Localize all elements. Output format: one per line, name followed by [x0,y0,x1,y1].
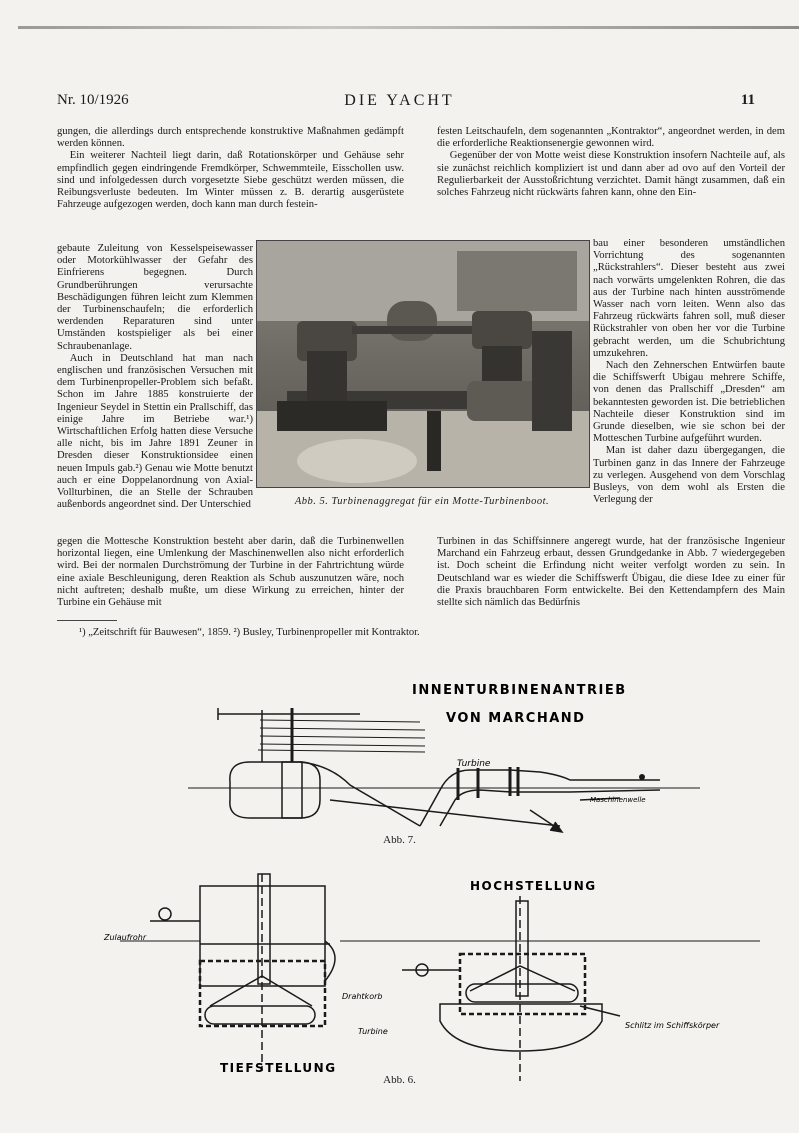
tiefstellung-title: TIEFSTELLUNG [220,1061,337,1075]
inflow-label: Zulaufrohr [104,933,147,942]
footnotes: ¹) „Zeitschrift für Bauwesen“, 1859. ²) Busley, Turbinenpropeller mit Kontraktor. [79,627,420,638]
left-column-top [57,126,404,211]
paragraph: Nach den Zehnerschen Entwürfen baute die Schiffswerft Ubigau mehrere Schiffe, von denen das Prallschiff „Dresden“ am bekanntesten geworden ist. Die betrieblichen Nachteile dieser Konstruktion sind im Grunde dieselben, wie sie schon bei der Motteschen Turbine aufgeführt wurden. [593,360,785,445]
paragraph: Turbinen in das Schiffsinnere angeregt wurde, hat der französische Ingenieur Marchand ein Fahrzeug erbaut, dessen Grundgedanke in Abb. 7 wiedergegeben ist. Doch scheint die Erfindung nicht weiter verfolgt worden zu sein. In Deutschland war es wieder die Schiffswerft Übigau, die diese Idee zu einer für die Praxis brauchbaren Form entwickelte. Bei den Kettendampfern des Main stellte sich nämlich das Bedürfnis [437,536,785,609]
turbine-label-6: Turbine [358,1027,388,1036]
shaft-label: Maschinenwelle [590,796,646,804]
figure-6-diagram [0,866,799,1101]
figure-5-caption: Abb. 5. Turbinenaggregat für ein Motte-Turbinenboot. [294,496,550,507]
right-column-bottom [437,536,785,609]
paragraph: bau einer besonderen umständlichen Vorrichtung des sogenannten „Rückstrahlers“. Dieser besteht aus zwei nach vorwärts umgelenkten Rohren, die das aus der Turbine nach hinten ausströmende Wasser nach vorn leiten. Wenn also das Fahrzeug rückwärts fahren soll, muß dieser Rückstrahler von oben her vor die Turbine gebracht werden, um die Schubrichtung umzukehren. [593,238,785,359]
paragraph: Auch in Deutschland hat man nach englischen und französischen Versuchen mit dem Turbinenpropeller-Problem sich befaßt. Schon im Jahre 1885 konstruierte der Ingenieur Seydel in Stettin ein Prallschiff, das einige Jahre im Betriebe war.¹) Wirtschaftlichen Erfolg hatten diese Versuche alle nicht, bis im Jahre 1891 Zeuner in Dresden dieser Konstruktionsidee einen neuen Impuls gab.²) Genau wie Motte benutzt auch er eine Doppelanordnung von Axial-Vollturbinen, die an Stelle der Schrauben außenbords angeordnet sind. Der Unterschied [57,352,253,511]
figure-7-diagram [0,650,799,850]
footnote-rule [57,620,117,621]
paragraph: Gegenüber der von Motte weist diese Konstruktion insofern Nachteile auf, als sie zunächst reichlich kompliziert ist und dann aber ad ovo auf den Vorteil der Regulierbarkeit der Ausstoßrichtung verzichtet. Damit hängt zusammen, daß ein solches Fahrzeug nicht rückwärts fahren kann, ohne den Ein- [437,150,785,199]
paragraph: festen Leitschaufeln, dem sogenannten „Kontraktor“, angeordnet werden, in dem die erforderliche Reaktionsenergie gewonnen wird. [437,126,785,150]
left-column-bottom [57,536,404,609]
paragraph: gungen, die allerdings durch entsprechende konstruktive Maßnahmen gedämpft werden können. [57,126,404,150]
page-edge [18,26,799,29]
issue-number: Nr. 10/1926 [57,92,129,108]
turbine-photo [256,240,590,488]
paragraph: gegen die Mottesche Konstruktion besteht aber darin, daß die Turbinenwellen horizontal liegen, eine Umlenkung der Maschinenwellen also nicht erforderlich wird. Bei der normalen Durchströmung der Turbine in der Fahrtrichtung würde eine axiale Beschleunigung, deren Reaktion als Schub auszunutzen wäre, noch nicht auftreten; deshalb mußte, um diese Wirkung zu erreichen, hinter der Turbine ein Gehäuse mit [57,536,404,609]
paragraph: Ein weiterer Nachteil liegt darin, daß Rotationskörper und Gehäuse sehr empfindlich gegen eindringende Fremdkörper, Schwemmteile, Eisschollen usw. sind und infolgedessen durch vorgesetzte Siebe geschützt werden müssen, die Reibungsverluste bedeuten. Im Winter müssen z. B. derartig ausgerüstete Fahrzeuge aufgezogen werden, doch kann man durch festein- [57,150,404,211]
right-column-top [437,126,785,199]
paragraph: gebaute Zuleitung von Kesselspeisewasser oder Motorkühlwasser der Gefahr des Einfrierens begegnen. Durch Grundberührungen verursachte Beschädigungen führen leicht zum Klemmen der Turbinenschaufeln; die erforderlich werdenden Reparaturen sind unter Umständen kostspieliger als bei einer Schraubenanlage. [57,243,253,352]
right-column-middle [593,238,785,506]
paragraph: Man ist daher dazu übergegangen, die Turbinen ganz in das Innere der Fahrzeuge zu verlegen. Ausgehend von dem Vorschlag Busleys, von dem wohl als Ersten die Verlegung der [593,445,785,506]
journal-title: DIE YACHT [344,92,455,109]
figure-6-caption: Abb. 6. [383,1074,416,1086]
figure-7-title-1: INNENTURBINENANTRIEB [412,683,627,698]
hochstellung-title: HOCHSTELLUNG [470,879,597,893]
slot-label: Schlitz im Schiffskörper [625,1021,720,1030]
turbine-label: Turbine [457,759,491,769]
basket-label: Drahtkorb [342,992,383,1001]
figure-7-title-2: VON MARCHAND [446,711,586,726]
figure-7-caption: Abb. 7. [383,834,416,846]
page-number: 11 [740,92,755,108]
left-column-middle [57,243,253,511]
